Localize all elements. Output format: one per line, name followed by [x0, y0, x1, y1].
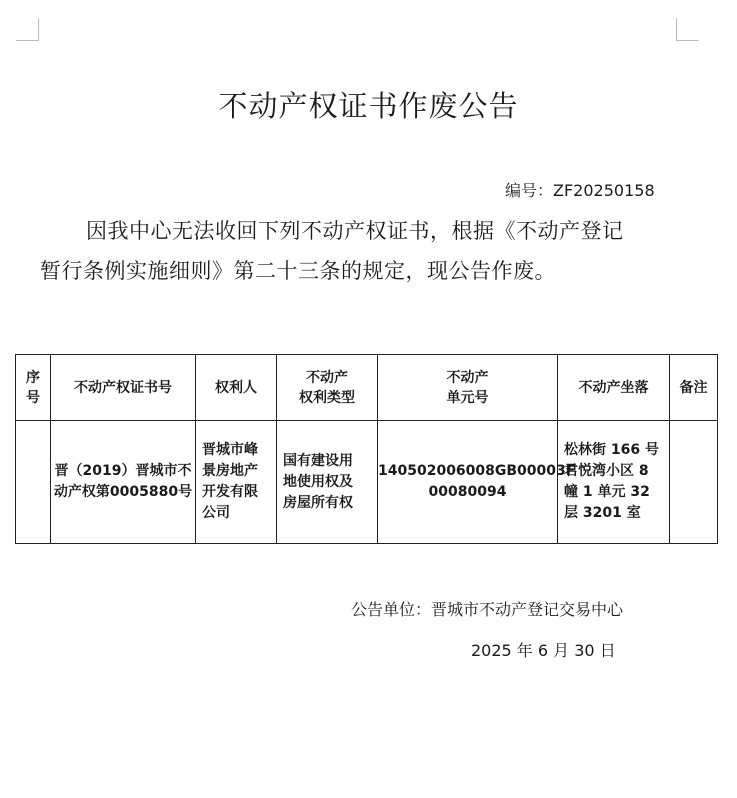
cell-cert-no: 晋（2019）晋城市不 动产权第0005880号: [51, 421, 196, 544]
header-owner: 权利人: [196, 355, 277, 421]
page-corner-mark-top-left: [16, 18, 39, 41]
header-unit-no: 不动产 单元号: [378, 355, 558, 421]
document-number-label: 编号：: [505, 181, 554, 200]
header-seq: 序 号: [16, 355, 51, 421]
header-remark: 备注: [670, 355, 718, 421]
cell-right-type: 国有建设用 地使用权及 房屋所有权: [277, 421, 378, 544]
notice-body: [40, 211, 688, 291]
document-title: 不动产权证书作废公告: [218, 89, 519, 123]
header-location: 不动产坐落: [558, 355, 670, 421]
issuing-unit: 公告单位：晋城市不动产登记交易中心: [351, 600, 624, 619]
cell-seq: [16, 421, 51, 544]
cell-remark: [670, 421, 718, 544]
cell-owner: 晋城市峰 景房地产 开发有限 公司: [196, 421, 277, 544]
cell-unit-no: 140502006008GB00003F 00080094: [378, 421, 558, 544]
table-row: [16, 421, 718, 544]
header-right-type: 不动产 权利类型: [277, 355, 378, 421]
header-cert-no: 不动产权证书号: [51, 355, 196, 421]
cell-location: 松林街 166 号 君悦湾小区 8 幢 1 单元 32 层 3201 室: [558, 421, 670, 544]
notice-body-line-1: 因我中心无法收回下列不动产权证书，根据《不动产登记: [86, 219, 624, 243]
certificate-table: [15, 354, 718, 544]
document-number: [480, 178, 720, 201]
table-header-row: [16, 355, 718, 421]
issue-date: 2025 年 6 月 30 日: [471, 641, 616, 660]
page-corner-mark-top-right: [676, 18, 699, 41]
document-number-value: ZF20250158: [553, 181, 655, 200]
notice-body-line-2: 暂行条例实施细则》第二十三条的规定，现公告作废。: [40, 259, 556, 283]
